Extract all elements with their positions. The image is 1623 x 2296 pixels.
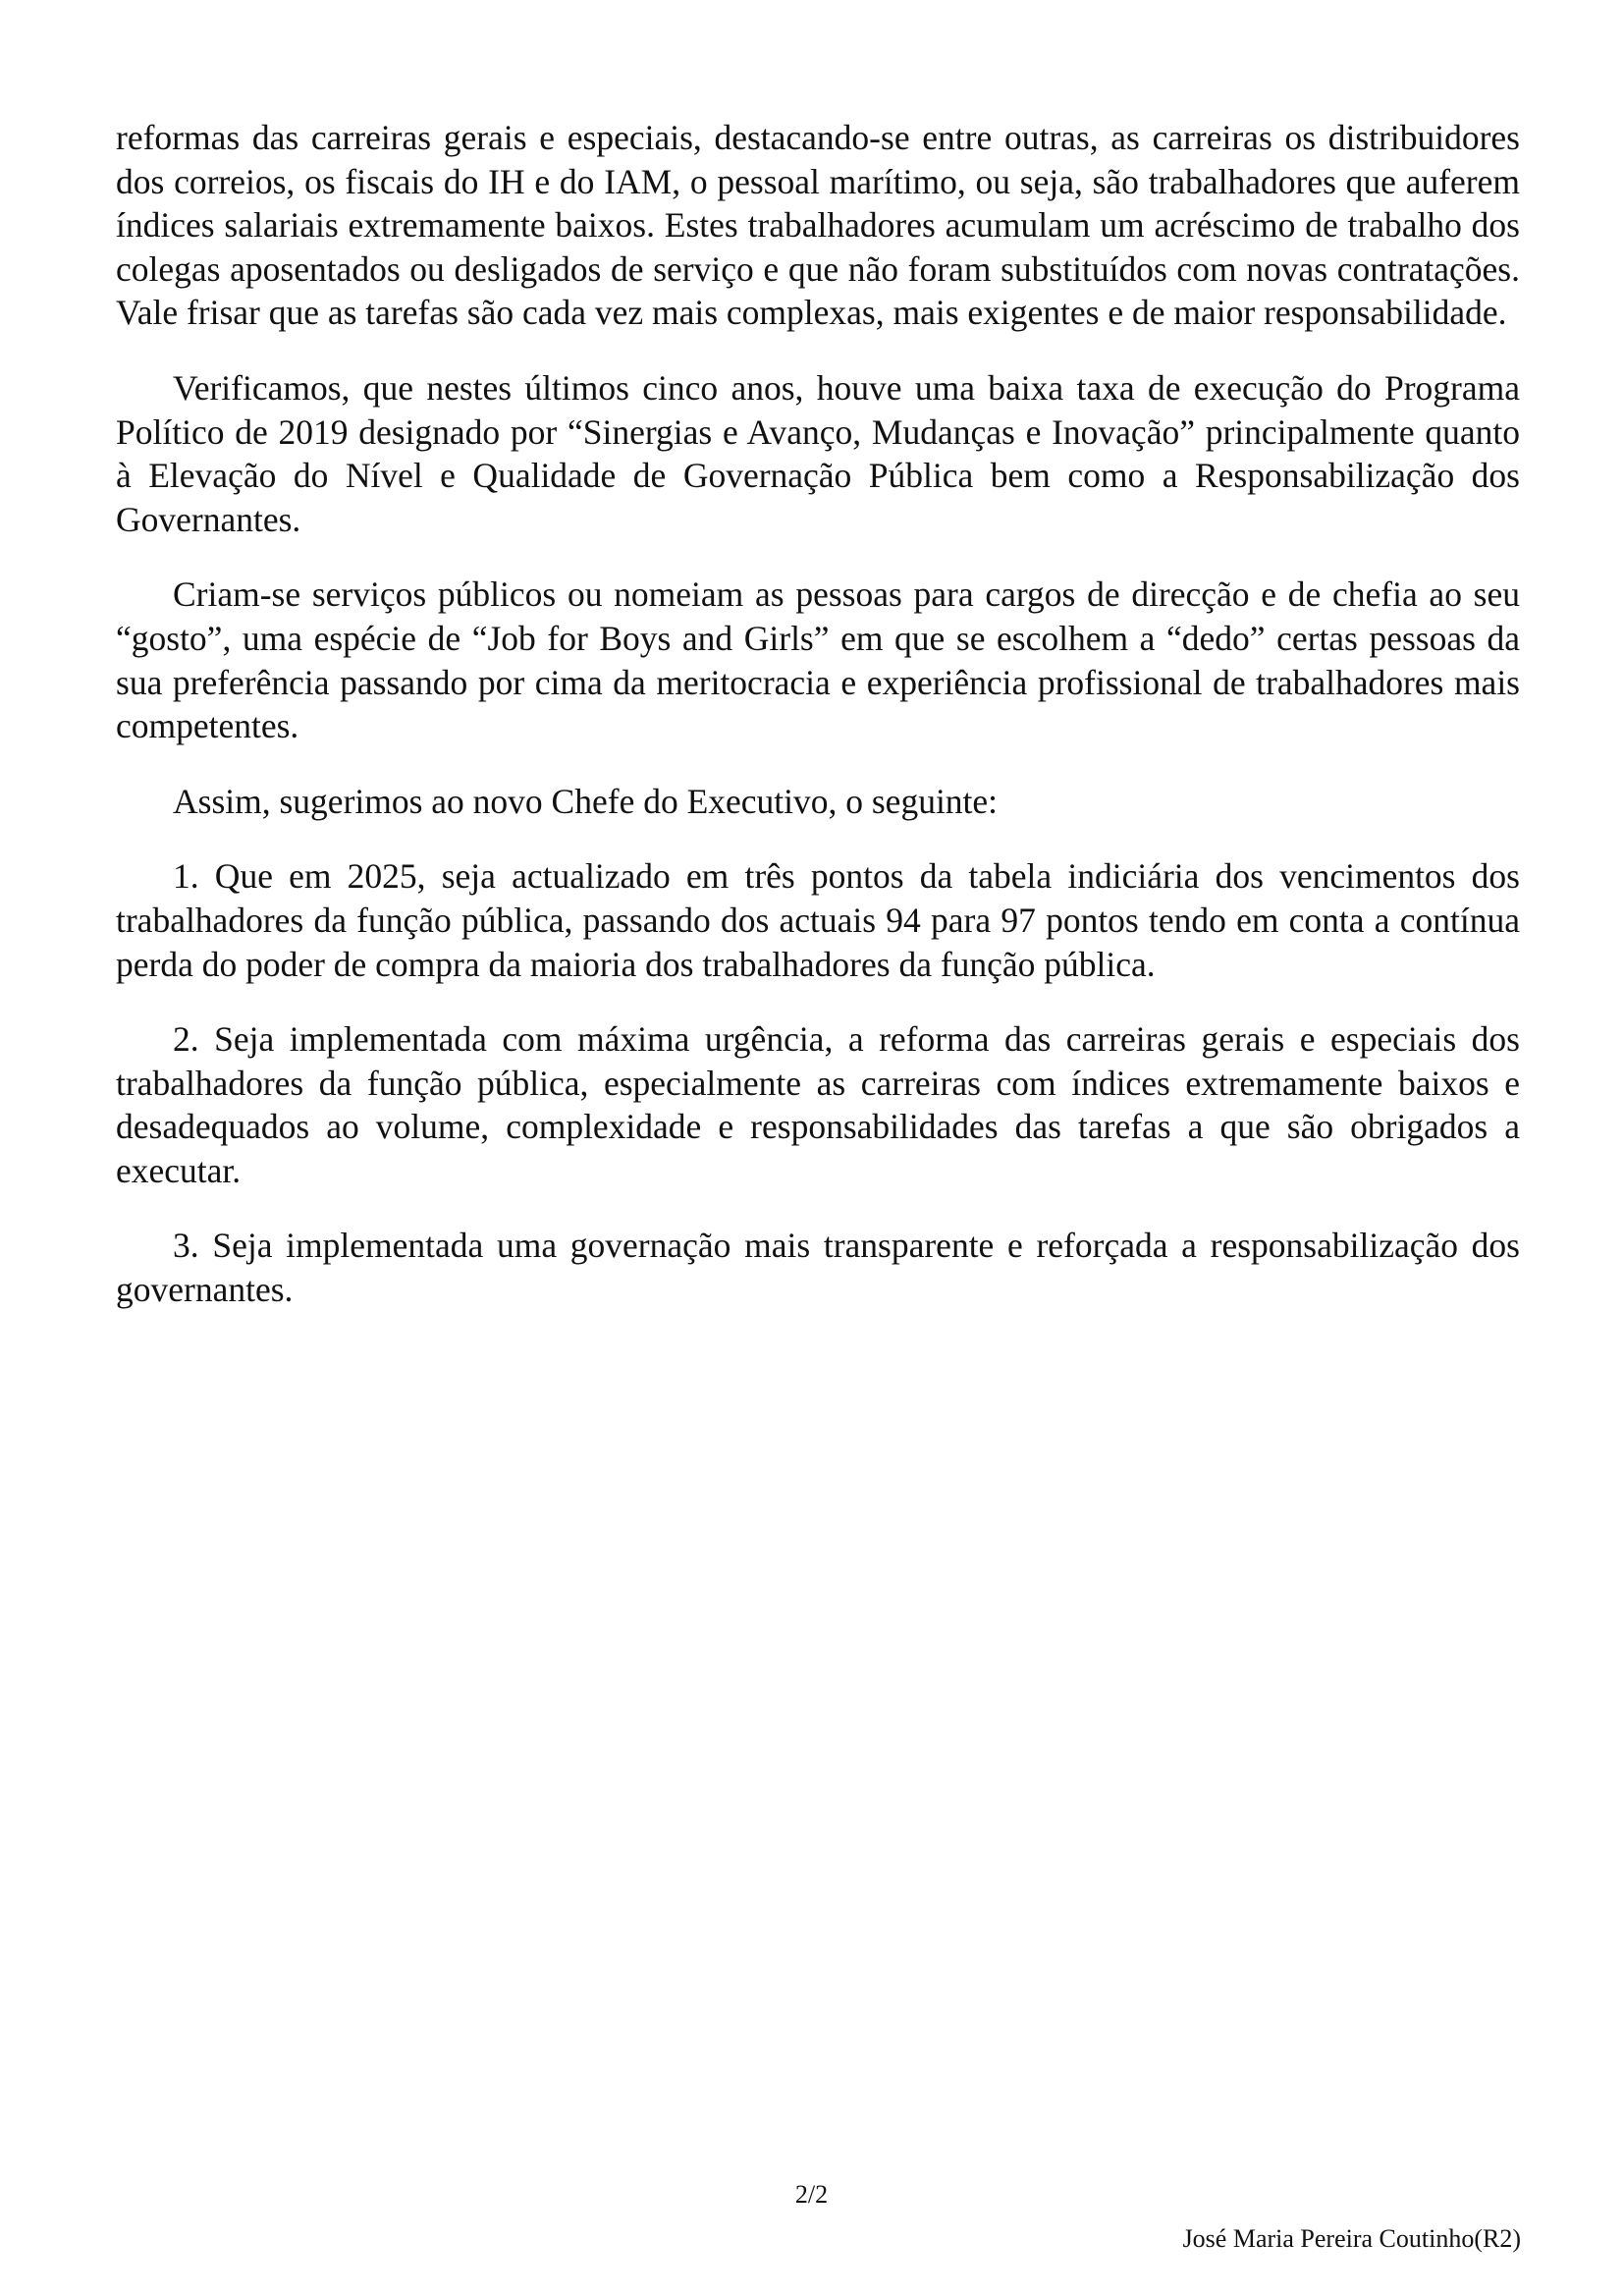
paragraph-suggestions-intro: Assim, sugerimos ao novo Chefe do Executivo, o seguinte: — [173, 781, 999, 821]
suggestion-item-1: 1. Que em 2025, seja actualizado em três pontos da tabela indiciária dos vencimentos dos trabalhadores da função pública, passando dos actuais 94 para 97 pontos tendo em conta a contínua perda do poder de compra da maioria dos trabalhadores da função pública. — [116, 856, 1520, 984]
suggestion-item-2: 2. Seja implementada com máxima urgência, a reforma das carreiras gerais e especiais dos trabalhadores da função pública, especialmente as carreiras com índices extremamente baixos e desadequados ao volume, complexidade e responsabilidades das tarefas a que são obrigados a executar. — [116, 1019, 1520, 1190]
paragraph-careers-reform: reformas das carreiras gerais e especiais, destacando-se entre outras, as carreiras os distribuidores dos correios, os fiscais do IH e do IAM, o pessoal marítimo, ou seja, são trabalhadores que auferem índices salariais extremamente baixos. Estes trabalhadores acumulam um acréscimo de trabalho dos colegas aposentados ou desligados de serviço e que não foram substituídos com novas contratações. Vale frisar que as tarefas são cada vez mais complexas, mais exigentes e de maior responsabilidade. — [116, 118, 1520, 333]
author-signature-line: José Maria Pereira Coutinho(R2) — [1182, 2224, 1521, 2253]
paragraph-political-program: Verificamos, que nestes últimos cinco anos, houve uma baixa taxa de execução do Programa Político de 2019 designado por “Sinergias e Avanço, Mudanças e Inovação” principalmente quanto à Elevação do Nível e Qualidade de Governação Pública bem como a Responsabilização dos Governantes. — [116, 367, 1520, 539]
page-number: 2/2 — [794, 2180, 829, 2209]
document-body — [116, 116, 1520, 1343]
suggestion-item-3: 3. Seja implementada uma governação mais transparente e reforçada a responsabilização dos governantes. — [116, 1226, 1520, 1310]
paragraph-public-services: Criam-se serviços públicos ou nomeiam as pessoas para cargos de direcção e de chefia ao seu “gosto”, uma espécie de “Job for Boys and Girls” em que se escolhem a “dedo” certas pessoas da sua preferência passando por cima da meritocracia e experiência profissional de trabalhadores mais competentes. — [116, 574, 1520, 746]
